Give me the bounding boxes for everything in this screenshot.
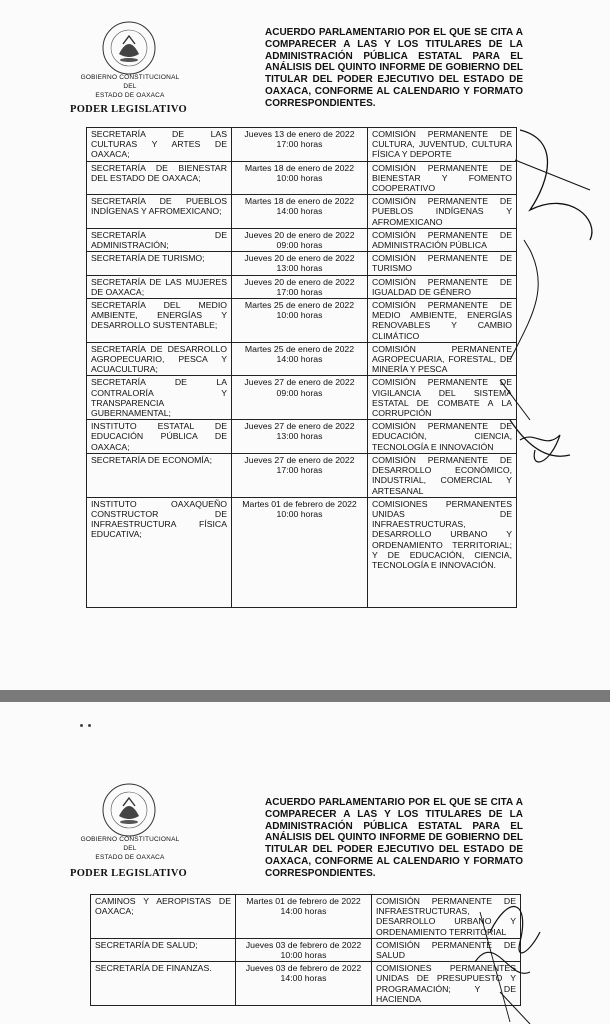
datetime-cell <box>232 195 368 229</box>
commission-cell: COMISIÓN PERMANENTE DE SALUD <box>372 938 521 961</box>
table-row <box>87 228 517 251</box>
time-text: 13:00 horas <box>276 431 323 442</box>
time-text: 10:00 horas <box>276 508 323 519</box>
commission-cell: COMISIONES PERMANENTES UNIDAS DE INFRAESTRUCTURAS, DESARROLLO URBANO Y ORDENAMIENTO TERRITORIAL; Y DE EDUCACIÓN, CIENCIA, TECNOLOGÍA E INNOVACIÓN. <box>368 497 517 607</box>
government-heading <box>70 835 190 862</box>
datetime-cell <box>236 895 372 939</box>
date-text: Martes 18 de enero de 2022 <box>244 196 355 207</box>
org-line-2: DEL <box>123 845 137 852</box>
date-text: Martes 01 de febrero de 2022 <box>242 498 357 509</box>
table-row <box>87 299 517 343</box>
date-text: Jueves 27 de enero de 2022 <box>244 454 355 465</box>
commission-cell: COMISIÓN PERMANENTE DE IGUALDAD DE GÉNERO <box>368 275 517 298</box>
org-line-3: ESTADO DE OAXACA <box>95 854 165 861</box>
table-row <box>91 895 521 939</box>
datetime-cell <box>236 938 372 961</box>
datetime-cell <box>232 420 368 454</box>
table-row <box>87 275 517 298</box>
date-text: Jueves 27 de enero de 2022 <box>244 421 355 432</box>
entity-cell: SECRETARÍA DE LA CONTRALORÍA Y TRANSPARENCIA GUBERNAMENTAL; <box>87 376 232 420</box>
government-heading <box>70 73 190 100</box>
date-text: Martes 18 de enero de 2022 <box>244 162 355 173</box>
date-text: Jueves 03 de febrero de 2022 <box>245 963 362 974</box>
date-text: Jueves 27 de enero de 2022 <box>244 377 355 388</box>
table-row <box>87 195 517 229</box>
entity-cell: SECRETARÍA DEL MEDIO AMBIENTE, ENERGÍAS Y DESARROLLO SUSTENTABLE; <box>87 299 232 343</box>
entity-cell: SECRETARÍA DE SALUD; <box>91 938 236 961</box>
entity-cell: SECRETARÍA DE DESARROLLO AGROPECUARIO, PESCA Y ACUACULTURA; <box>87 342 232 376</box>
org-line-2: DEL <box>123 83 137 90</box>
time-text: 14:00 horas <box>276 206 323 217</box>
datetime-cell <box>232 376 368 420</box>
org-line-1: GOBIERNO CONSTITUCIONAL <box>80 836 180 843</box>
schedule-table-page-2 <box>90 894 521 1006</box>
entity-cell: SECRETARÍA DE LAS MUJERES DE OAXACA; <box>87 275 232 298</box>
datetime-cell <box>232 228 368 251</box>
date-text: Martes 25 de enero de 2022 <box>244 343 355 354</box>
table-row <box>87 420 517 454</box>
time-text: 10:00 horas <box>276 310 323 321</box>
commission-cell: COMISIONES PERMANENTES UNIDAS DE PRESUPUESTO Y PROGRAMACIÓN; Y DE HACIENDA <box>372 962 521 1006</box>
datetime-cell <box>232 342 368 376</box>
entity-cell: INSTITUTO ESTATAL DE EDUCACIÓN PÚBLICA DE OAXACA; <box>87 420 232 454</box>
scan-mark <box>80 724 83 727</box>
table-row <box>87 453 517 497</box>
state-seal-icon <box>101 782 157 838</box>
entity-cell: SECRETARÍA DE LAS CULTURAS Y ARTES DE OAXACA; <box>87 128 232 162</box>
commission-cell: COMISIÓN PERMANENTE DE TURISMO <box>368 252 517 275</box>
date-text: Jueves 03 de febrero de 2022 <box>245 939 362 950</box>
commission-cell: COMISIÓN PERMANENTE DE PUEBLOS INDÍGENAS Y AFROMEXICANO <box>368 195 517 229</box>
date-text: Jueves 20 de enero de 2022 <box>244 253 355 264</box>
commission-cell: COMISIÓN PERMANENTE DE CULTURA, JUVENTUD, CULTURA FÍSICA Y DEPORTE <box>368 128 517 162</box>
time-text: 09:00 horas <box>276 387 323 398</box>
datetime-cell <box>232 299 368 343</box>
datetime-cell <box>232 128 368 162</box>
date-text: Jueves 13 de enero de 2022 <box>244 129 355 139</box>
table-row <box>87 376 517 420</box>
time-text: 17:00 horas <box>276 286 323 297</box>
entity-cell: INSTITUTO OAXAQUEÑO CONSTRUCTOR DE INFRAESTRUCTURA FÍSICA EDUCATIVA; <box>87 497 232 607</box>
datetime-cell <box>236 962 372 1006</box>
datetime-cell <box>232 161 368 195</box>
document-page-2 <box>0 702 610 1024</box>
entity-cell: SECRETARÍA DE ADMINISTRACIÓN; <box>87 228 232 251</box>
entity-cell: SECRETARÍA DE ECONOMÍA; <box>87 453 232 497</box>
time-text: 14:00 horas <box>280 973 327 984</box>
org-line-1: GOBIERNO CONSTITUCIONAL <box>80 74 180 81</box>
commission-cell: COMISIÓN PERMANENTE DE ADMINISTRACIÓN PÚBLICA <box>368 228 517 251</box>
commission-cell: COMISIÓN PERMANENTE DE BIENESTAR Y FOMENTO COOPERATIVO <box>368 161 517 195</box>
table-row <box>87 252 517 275</box>
table-row <box>87 342 517 376</box>
schedule-table-page-1 <box>86 127 517 608</box>
entity-cell: SECRETARÍA DE PUEBLOS INDÍGENAS Y AFROMEXICANO; <box>87 195 232 229</box>
table-row <box>87 497 517 607</box>
datetime-cell <box>232 497 368 607</box>
date-text: Jueves 20 de enero de 2022 <box>244 276 355 287</box>
commission-cell: COMISIÓN PERMANENTE DE MEDIO AMBIENTE, ENERGÍAS RENOVABLES Y CAMBIO CLIMÁTICO <box>368 299 517 343</box>
document-title: ACUERDO PARLAMENTARIO POR EL QUE SE CITA A COMPARECER A LAS Y LOS TITULARES DE LA ADMINISTRACIÓN PÚBLICA ESTATAL PARA EL ANÁLISIS DEL QUINTO INFORME DE GOBIERNO DEL TITULAR DEL PODER EJECUTIVO DEL ESTADO DE OAXACA, CONFORME AL CALENDARIO Y FORMATO CORRESPONDIENTES. <box>265 797 523 879</box>
scan-mark <box>88 724 91 727</box>
poder-legislativo: PODER LEGISLATIVO <box>70 868 188 879</box>
org-line-3: ESTADO DE OAXACA <box>95 92 165 99</box>
table-row <box>91 938 521 961</box>
commission-cell: COMISIÓN PERMANENTE DE EDUCACIÓN, CIENCIA, TECNOLOGÍA E INNOVACIÓN <box>368 420 517 454</box>
date-text: Jueves 20 de enero de 2022 <box>244 229 355 240</box>
datetime-cell <box>232 252 368 275</box>
table-row <box>87 161 517 195</box>
poder-legislativo: PODER LEGISLATIVO <box>70 104 188 115</box>
datetime-cell <box>232 275 368 298</box>
time-text: 17:00 horas <box>276 465 323 476</box>
table-row <box>91 962 521 1006</box>
entity-cell: SECRETARÍA DE TURISMO; <box>87 252 232 275</box>
time-text: 14:00 horas <box>280 906 327 917</box>
commission-cell: COMISIÓN PERMANENTE DE VIGILANCIA DEL SISTEMA ESTATAL DE COMBATE A LA CORRUPCIÓN <box>368 376 517 420</box>
datetime-cell <box>232 453 368 497</box>
commission-cell: COMISIÓN PERMANENTE DE INFRAESTRUCTURAS, DESARROLLO URBANO Y ORDENAMIENTO TERRITORIAL <box>372 895 521 939</box>
entity-cell: CAMINOS Y AEROPISTAS DE OAXACA; <box>91 895 236 939</box>
time-text: 10:00 horas <box>276 172 323 183</box>
time-text: 14:00 horas <box>276 354 323 365</box>
time-text: 10:00 horas <box>280 950 327 961</box>
document-title: ACUERDO PARLAMENTARIO POR EL QUE SE CITA A COMPARECER A LAS Y LOS TITULARES DE LA ADMINISTRACIÓN PÚBLICA ESTATAL PARA EL ANÁLISIS DEL QUINTO INFORME DE GOBIERNO DEL TITULAR DEL PODER EJECUTIVO DEL ESTADO DE OAXACA, CONFORME AL CALENDARIO Y FORMATO CORRESPONDIENTES. <box>265 27 523 109</box>
entity-cell: SECRETARÍA DE BIENESTAR DEL ESTADO DE OAXACA; <box>87 161 232 195</box>
time-text: 09:00 horas <box>276 240 323 251</box>
entity-cell: SECRETARÍA DE FINANZAS. <box>91 962 236 1006</box>
date-text: Martes 01 de febrero de 2022 <box>246 896 361 906</box>
commission-cell: COMISIÓN PERMANENTE AGROPECUARIA, FORESTAL, DE MINERÍA Y PESCA <box>368 342 517 376</box>
date-text: Martes 25 de enero de 2022 <box>244 300 355 311</box>
time-text: 17:00 horas <box>276 139 323 150</box>
time-text: 13:00 horas <box>276 263 323 274</box>
table-row <box>87 128 517 162</box>
state-seal-icon <box>101 20 157 76</box>
commission-cell: COMISIÓN PERMANENTE DE DESARROLLO ECONÓMICO, INDUSTRIAL, COMERCIAL Y ARTESANAL <box>368 453 517 497</box>
